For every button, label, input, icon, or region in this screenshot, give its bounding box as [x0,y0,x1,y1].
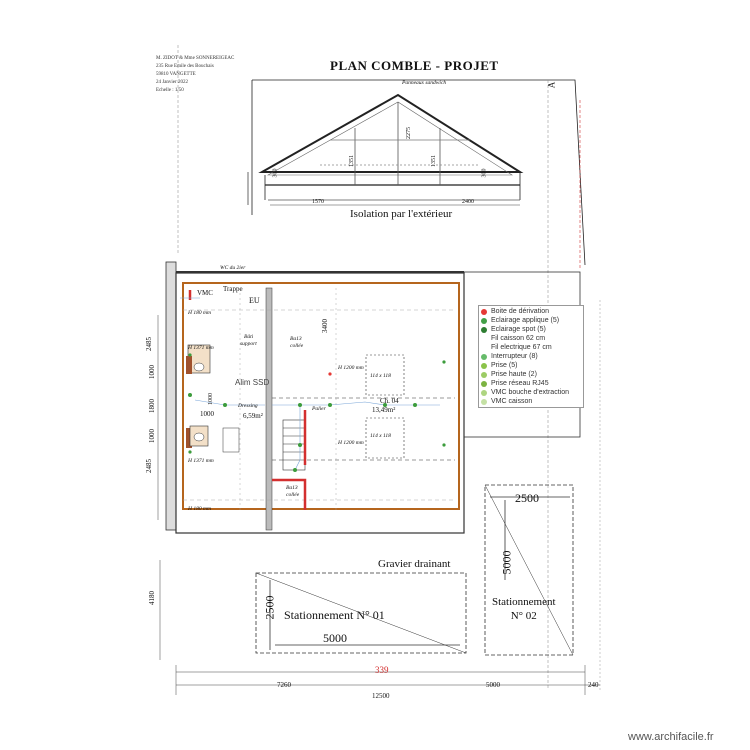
dim-left-1800: 1800 [148,399,156,413]
parking-1-width: 5000 [323,631,347,645]
bati-label: Bâti [244,334,254,340]
legend-label: Prise haute (2) [491,371,537,378]
legend-item [481,361,581,370]
legend-item [481,388,581,397]
blank-icon [481,345,487,351]
legend-item [481,325,581,334]
legend-item [481,352,581,361]
legend-item [481,370,581,379]
height-label-3: H 1371 mm [188,345,214,351]
switch-icon [481,354,487,360]
dim-1570: 1570 [312,199,324,205]
dim-300-right: 300 [481,168,488,178]
legend-label: Boite de dérivation [491,308,549,315]
dim-5000-bottom: 5000 [486,681,500,689]
legend-label: VMC bouche d'extraction [491,389,569,396]
velux-1-size: 114 x 118 [370,373,391,379]
legend-label: Fil caisson 62 cm [491,335,546,342]
parking-1-depth: 2500 [262,595,277,620]
palier-label: Palier [312,406,326,412]
dim-left-1000-a: 1000 [148,365,156,379]
city-line: 59810 VANGETTE [156,72,196,77]
legend [478,305,584,408]
dim-3400: 3400 [321,319,329,333]
parking-areas [256,485,573,655]
dim-1351-a: 1351 [349,155,355,167]
legend-label: Fil electrique 67 cm [491,344,552,351]
dim-2400: 2400 [462,199,474,205]
dim-339: 339 [375,665,389,675]
room-name: Ch. 04 [380,397,399,405]
roof-section [248,80,585,265]
collee-top-label: collée [290,343,304,349]
blank-icon [481,336,487,342]
collee-bottom-label: collée [286,492,300,498]
legend-item [481,397,581,406]
alim-label: Alim SSD [235,378,270,387]
legend-item [481,316,581,325]
page-title: PLAN COMBLE - PROJET [330,58,499,73]
legend-item [481,307,581,316]
scale-line: Echelle : 1/50 [156,88,184,93]
dim-300-left: 300 [272,168,279,178]
dim-240: 240 [588,681,599,689]
legend-label: Prise (5) [491,362,518,369]
parking-2-line2: N° 02 [510,610,537,622]
dim-left-1000-b: 1000 [148,429,156,443]
legend-item [481,343,581,352]
spot-light-icon [481,327,487,333]
parking-2-depth: 5000 [499,550,514,575]
dim-1000-b: 1000 [208,393,214,405]
height-label-6: H 180 mm [188,506,211,512]
dim-7260: 7260 [277,681,291,689]
roof-label: Panneaux sandwich [402,80,447,86]
height-label-1: H 1200 mm [338,365,364,371]
legend-label: Eclairage spot (5) [491,326,546,333]
dim-12500: 12500 [372,692,390,700]
wc-label: WC du 2ier [220,265,246,271]
dim-left-2485-a: 2485 [145,337,153,351]
parking-2-label [492,595,556,623]
vmc-box-icon [481,399,487,405]
owner-line: M. ZIDOT & Mme SONNEREIGEAC [156,56,235,61]
dim-4180: 4180 [148,591,156,605]
ba13-bottom-label: Ba13 [286,485,298,491]
electrical-points [188,353,446,472]
height-label-5: H 180 mm [188,310,211,316]
height-label-4: H 1371 mm [188,458,214,464]
watermark: www.archifacile.fr [628,731,714,743]
room-area: 13,49m² [372,406,396,414]
dressing-label: Dressing [238,403,258,409]
legend-label: Interrupteur (8) [491,353,538,360]
legend-item [481,334,581,343]
ba13-top-label: Ba13 [290,336,302,342]
date-line: 24 Janvier 2022 [156,80,188,85]
velux-2-size: 114 x 118 [370,433,391,439]
dressing-area: 6,59m² [243,412,263,420]
eu-label: EU [249,296,260,305]
rj45-icon [481,381,487,387]
junction-box-icon [481,309,487,315]
address-line: 235 Rue Emile des Bouchais [156,64,214,69]
high-socket-icon [481,372,487,378]
vmc-outlet-icon [481,390,487,396]
gravel-label: Gravier drainant [378,558,451,570]
legend-label: Prise réseau RJ45 [491,380,549,387]
legend-item [481,379,581,388]
dim-2275: 2275 [406,127,412,139]
section-caption: Isolation par l'extérieur [350,208,453,220]
height-label-2: H 1200 mm [338,440,364,446]
support-label: support [240,341,257,347]
parking-2-width: 2500 [515,491,539,505]
dim-left-2485-b: 2485 [145,459,153,473]
dim-1351-b: 1351 [431,155,437,167]
dim-1000-a: 1000 [200,410,214,418]
electrical-network [180,298,440,470]
section-marker: A [546,81,557,89]
wall-light-icon [481,318,487,324]
parking-2-line1: Stationnement [492,596,556,608]
vmc-label: VMC [197,289,213,297]
legend-label: VMC caisson [491,398,533,405]
legend-label: Eclairage applique (5) [491,317,560,324]
parking-1-label: Stationnement N° 01 [284,608,385,622]
socket-icon [481,363,487,369]
trappe-label: Trappe [223,285,243,293]
